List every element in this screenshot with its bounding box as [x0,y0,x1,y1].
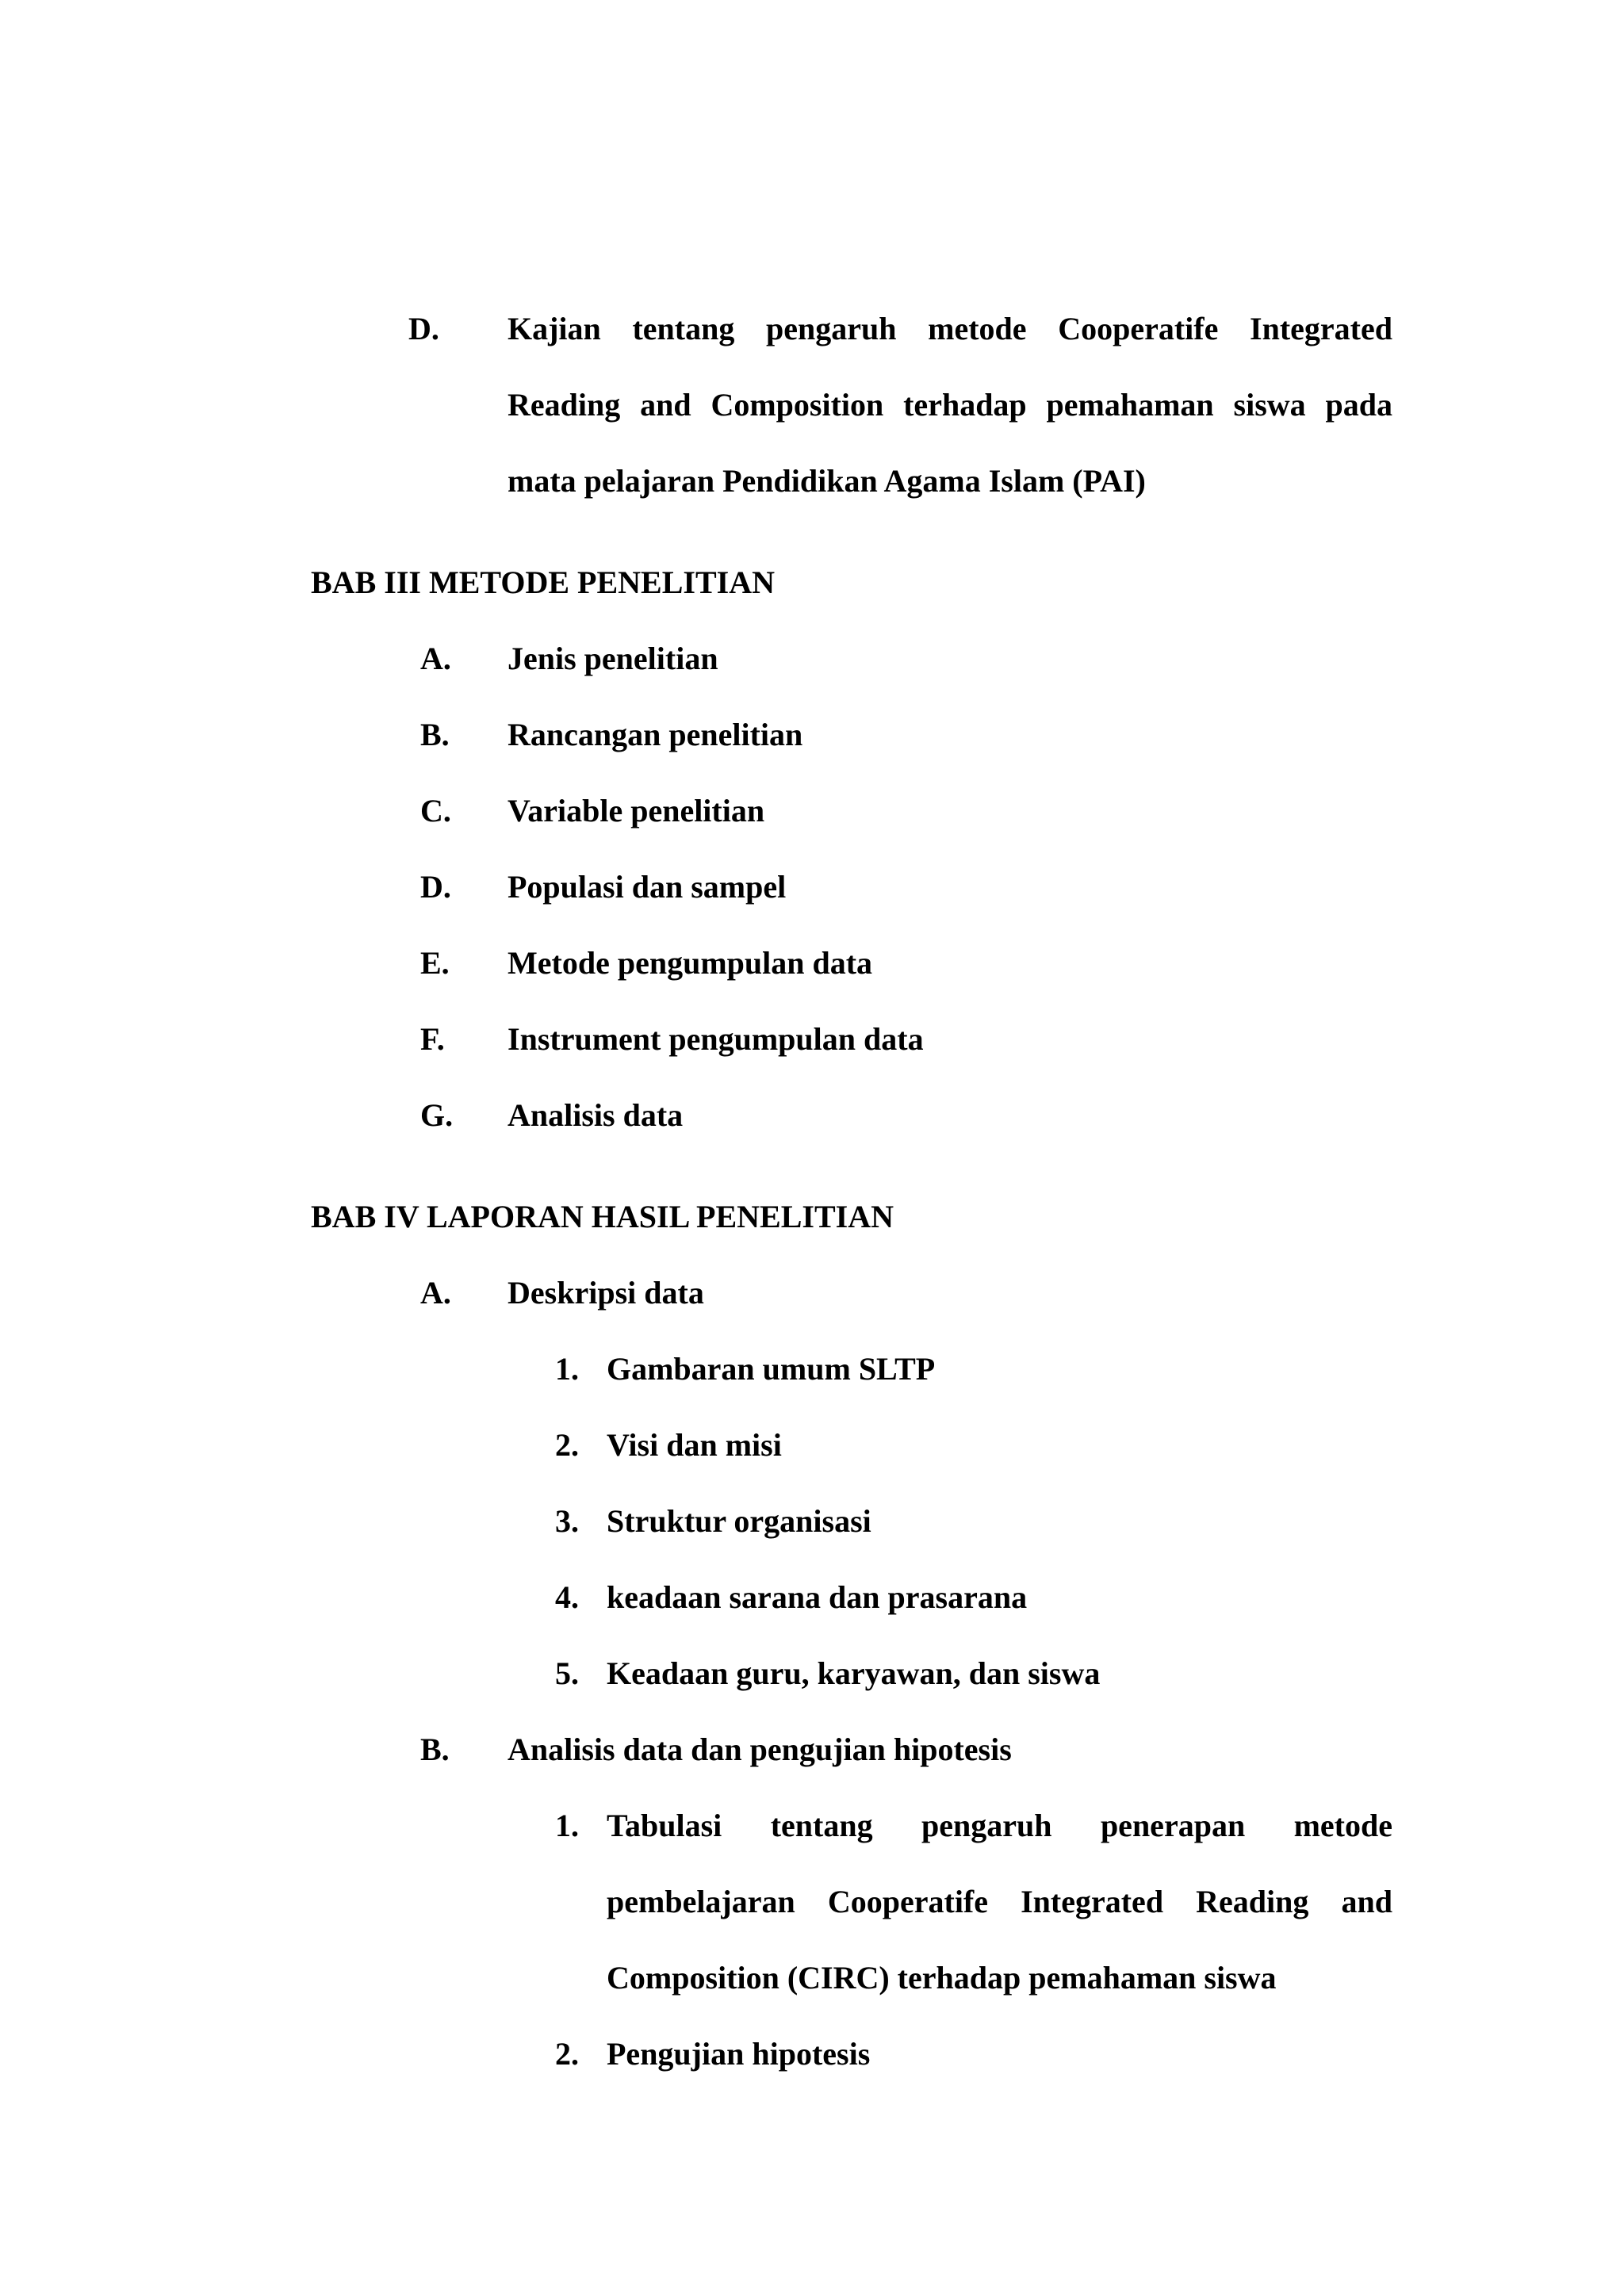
subitem-number: 5. [555,1655,579,1691]
item-text: Rancangan penelitian [508,717,803,752]
item-text-line: mata pelajaran Pendidikan Agama Islam (PAI) [508,463,1146,499]
subitem-text: Keadaan guru, karyawan, dan siswa [607,1655,1101,1691]
item-letter: B. [420,1732,450,1767]
subitem-number: 1. [555,1808,579,1843]
item-letter: F. [420,1021,445,1057]
item-letter: C. [420,793,451,828]
subitem-number: 1. [555,1351,579,1387]
item-text: Metode pengumpulan data [508,945,873,981]
subitem-text: Gambaran umum SLTP [607,1351,936,1387]
item-text: Variable penelitian [508,793,765,828]
subitem-text: Pengujian hipotesis [607,2036,871,2072]
subitem-text-line: Tabulasi tentang pengaruh penerapan metode [607,1808,1392,1843]
item-text: Instrument pengumpulan data [508,1021,924,1057]
item-text: Analisis data [508,1097,684,1133]
chapter-heading: BAB IV LAPORAN HASIL PENELITIAN [311,1199,894,1234]
item-letter: D. [420,869,451,905]
item-letter: B. [420,717,450,752]
item-text: Deskripsi data [508,1275,704,1311]
item-text: Jenis penelitian [508,641,718,676]
item-text: Populasi dan sampel [508,869,787,905]
item-text: Analisis data dan pengujian hipotesis [508,1732,1012,1767]
subitem-text: Visi dan misi [607,1427,782,1463]
subitem-text-line: Composition (CIRC) terhadap pemahaman siswa [607,1960,1277,1996]
subitem-text: keadaan sarana dan prasarana [607,1579,1028,1615]
item-letter: D. [408,311,439,346]
item-letter: E. [420,945,450,981]
subitem-number: 3. [555,1503,579,1539]
subitem-number: 2. [555,1427,579,1463]
chapter-heading: BAB III METODE PENELITIAN [311,564,775,600]
item-text-line: Reading and Composition terhadap pemahaman siswa pada [508,387,1392,423]
subitem-text: Struktur organisasi [607,1503,871,1539]
item-letter: G. [420,1097,454,1133]
subitem-text-line: pembelajaran Cooperatife Integrated Reading and [607,1884,1392,1919]
item-text-line: Kajian tentang pengaruh metode Cooperatife Integrated [508,311,1392,346]
item-letter: A. [420,641,451,676]
subitem-number: 2. [555,2036,579,2072]
item-letter: A. [420,1275,451,1311]
subitem-number: 4. [555,1579,579,1615]
